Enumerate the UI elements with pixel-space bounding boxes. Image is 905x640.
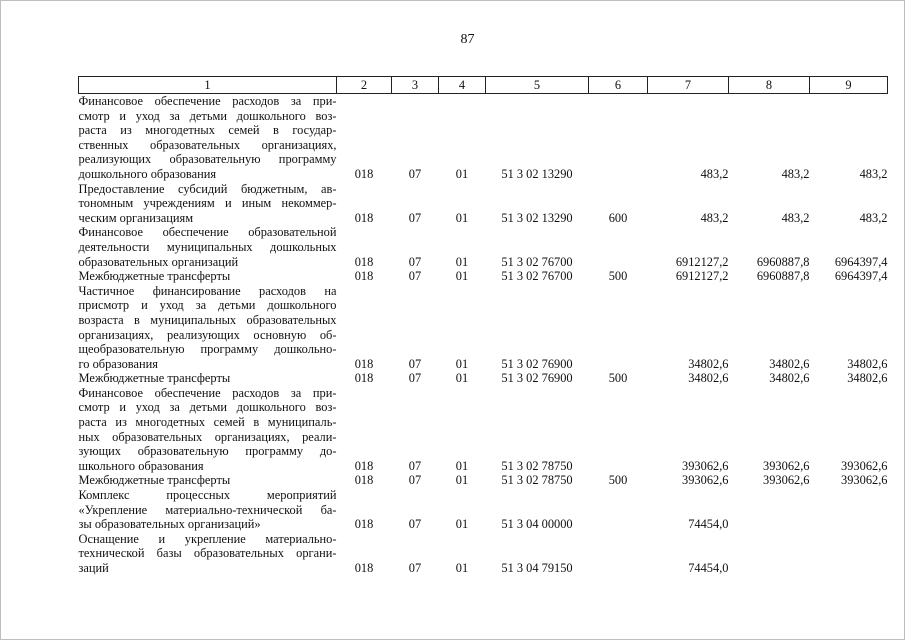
table-row bbox=[79, 284, 888, 372]
column-number-row bbox=[79, 77, 888, 94]
target-article-cell: 51 3 02 76900 bbox=[501, 371, 573, 386]
expense-name-cell: Частичное финансирование расходов на присмотр и уход за детьми дошкольного возраста в муниципальных образовательных организациях, реализующих основную об- щеобразовательную программу дошкольно- го образования bbox=[78, 283, 337, 371]
amount-year2-cell: 6960887,8 bbox=[756, 269, 810, 284]
target-article-cell: 51 3 04 79150 bbox=[501, 561, 573, 575]
expense-type-cell bbox=[589, 386, 648, 474]
table-row bbox=[79, 386, 888, 474]
table-row bbox=[79, 94, 888, 182]
table-row bbox=[79, 269, 888, 284]
ministry-code-cell: 018 bbox=[354, 517, 374, 532]
table-row bbox=[79, 532, 888, 576]
expense-name-cell: Межбюджетные трансферты bbox=[78, 269, 231, 284]
amount-year2-cell: 483,2 bbox=[781, 210, 810, 225]
amount-year3-cell bbox=[810, 532, 888, 576]
target-article-cell: 51 3 04 00000 bbox=[501, 517, 573, 532]
expense-type-cell: 600 bbox=[608, 210, 628, 225]
column-header: 1 bbox=[79, 77, 337, 94]
target-article-cell: 51 3 02 13290 bbox=[501, 166, 573, 181]
expense-name-cell: Межбюджетные трансферты bbox=[78, 371, 231, 386]
subsection-code-cell: 01 bbox=[455, 473, 469, 488]
subsection-code-cell: 01 bbox=[455, 166, 469, 181]
ministry-code-cell: 018 bbox=[354, 356, 374, 371]
amount-year3-cell: 483,2 bbox=[859, 210, 888, 225]
expense-name-cell: Предоставление субсидий бюджетным, ав- тономным учреждениям и иным некоммер- ческим организациям bbox=[78, 181, 337, 225]
amount-year2-cell: 393062,6 bbox=[763, 473, 810, 488]
amount-year1-cell: 6912127,2 bbox=[675, 254, 729, 269]
expense-type-cell bbox=[589, 488, 648, 532]
amount-year2-cell: 34802,6 bbox=[769, 371, 810, 386]
subsection-code-cell: 01 bbox=[455, 210, 469, 225]
amount-year2-cell: 483,2 bbox=[781, 166, 810, 181]
ministry-code-cell: 018 bbox=[354, 166, 374, 181]
amount-year3-cell: 483,2 bbox=[859, 166, 888, 181]
subsection-code-cell: 01 bbox=[455, 269, 469, 284]
amount-year1-cell: 74454,0 bbox=[688, 517, 729, 532]
section-code-cell: 07 bbox=[408, 473, 422, 488]
subsection-code-cell: 01 bbox=[455, 458, 469, 473]
section-code-cell: 07 bbox=[408, 166, 422, 181]
table-row bbox=[79, 371, 888, 386]
amount-year2-cell: 34802,6 bbox=[769, 356, 810, 371]
ministry-code-cell: 018 bbox=[354, 210, 374, 225]
amount-year3-cell: 393062,6 bbox=[841, 473, 888, 488]
expense-name-cell: Финансовое обеспечение расходов за при- смотр и уход за детьми дошкольного воз- раста из многодетных семей в государ- ственных образовательных организациях, реализующих образовательную программу дошкольного образования bbox=[78, 94, 337, 181]
amount-year1-cell: 393062,6 bbox=[682, 473, 729, 488]
section-code-cell: 07 bbox=[408, 269, 422, 284]
table-row bbox=[79, 473, 888, 488]
ministry-code-cell: 018 bbox=[354, 254, 374, 269]
target-article-cell: 51 3 02 76900 bbox=[501, 356, 573, 371]
amount-year2-cell bbox=[729, 532, 810, 576]
expense-type-cell: 500 bbox=[608, 371, 628, 386]
amount-year3-cell: 6964397,4 bbox=[834, 254, 888, 269]
budget-table bbox=[78, 76, 888, 576]
ministry-code-cell: 018 bbox=[354, 269, 374, 284]
target-article-cell: 51 3 02 78750 bbox=[501, 473, 573, 488]
expense-name-cell: Межбюджетные трансферты bbox=[78, 473, 231, 488]
expense-type-cell: 500 bbox=[608, 473, 628, 488]
table-row bbox=[79, 182, 888, 226]
column-header: 9 bbox=[810, 77, 888, 94]
amount-year1-cell: 34802,6 bbox=[688, 356, 729, 371]
amount-year1-cell: 483,2 bbox=[700, 166, 729, 181]
column-header: 6 bbox=[589, 77, 648, 94]
ministry-code-cell: 018 bbox=[354, 473, 374, 488]
expense-name-cell: Комплекс процессных мероприятий «Укрепление материально-технической ба- зы образовательных организаций» bbox=[78, 488, 337, 532]
target-article-cell: 51 3 02 13290 bbox=[501, 210, 573, 225]
ministry-code-cell: 018 bbox=[354, 371, 374, 386]
amount-year3-cell: 34802,6 bbox=[847, 356, 888, 371]
target-article-cell: 51 3 02 76700 bbox=[501, 269, 573, 284]
expense-type-cell bbox=[589, 225, 648, 269]
section-code-cell: 07 bbox=[408, 356, 422, 371]
expense-name-cell: Финансовое обеспечение образовательной деятельности муниципальных дошкольных образовательных организаций bbox=[78, 225, 337, 269]
expense-type-cell bbox=[589, 284, 648, 372]
expense-type-cell bbox=[589, 532, 648, 576]
section-code-cell: 07 bbox=[408, 254, 422, 269]
target-article-cell: 51 3 02 78750 bbox=[501, 458, 573, 473]
amount-year1-cell: 393062,6 bbox=[682, 458, 729, 473]
target-article-cell: 51 3 02 76700 bbox=[501, 254, 573, 269]
amount-year2-cell: 6960887,8 bbox=[756, 254, 810, 269]
column-header: 3 bbox=[392, 77, 439, 94]
column-header: 5 bbox=[486, 77, 589, 94]
amount-year1-cell: 483,2 bbox=[700, 210, 729, 225]
expense-type-cell bbox=[589, 94, 648, 182]
expense-type-cell: 500 bbox=[608, 269, 628, 284]
column-header: 7 bbox=[648, 77, 729, 94]
amount-year1-cell: 6912127,2 bbox=[675, 269, 729, 284]
ministry-code-cell: 018 bbox=[354, 561, 374, 575]
amount-year3-cell: 393062,6 bbox=[841, 458, 888, 473]
column-header: 8 bbox=[729, 77, 810, 94]
section-code-cell: 07 bbox=[408, 517, 422, 532]
subsection-code-cell: 01 bbox=[455, 356, 469, 371]
subsection-code-cell: 01 bbox=[455, 517, 469, 532]
amount-year3-cell bbox=[810, 488, 888, 532]
section-code-cell: 07 bbox=[408, 561, 422, 575]
section-code-cell: 07 bbox=[408, 371, 422, 386]
section-code-cell: 07 bbox=[408, 458, 422, 473]
expense-name-cell: Оснащение и укрепление материально- технической базы образовательных органи- заций bbox=[78, 531, 337, 575]
amount-year3-cell: 6964397,4 bbox=[834, 269, 888, 284]
ministry-code-cell: 018 bbox=[354, 458, 374, 473]
column-header: 4 bbox=[439, 77, 486, 94]
table-row bbox=[79, 488, 888, 532]
column-header: 2 bbox=[337, 77, 392, 94]
amount-year1-cell: 74454,0 bbox=[688, 561, 729, 575]
table-row bbox=[79, 225, 888, 269]
amount-year2-cell: 393062,6 bbox=[763, 458, 810, 473]
subsection-code-cell: 01 bbox=[455, 254, 469, 269]
page-number: 87 bbox=[460, 32, 475, 47]
amount-year3-cell: 34802,6 bbox=[847, 371, 888, 386]
expense-name-cell: Финансовое обеспечение расходов за при- смотр и уход за детьми дошкольного воз- раста из многодетных семей в муниципаль- ных образовательных организациях, реали- зующих образовательную программу до- школьного образования bbox=[78, 385, 337, 473]
amount-year2-cell bbox=[729, 488, 810, 532]
amount-year1-cell: 34802,6 bbox=[688, 371, 729, 386]
section-code-cell: 07 bbox=[408, 210, 422, 225]
subsection-code-cell: 01 bbox=[455, 371, 469, 386]
subsection-code-cell: 01 bbox=[455, 561, 469, 575]
